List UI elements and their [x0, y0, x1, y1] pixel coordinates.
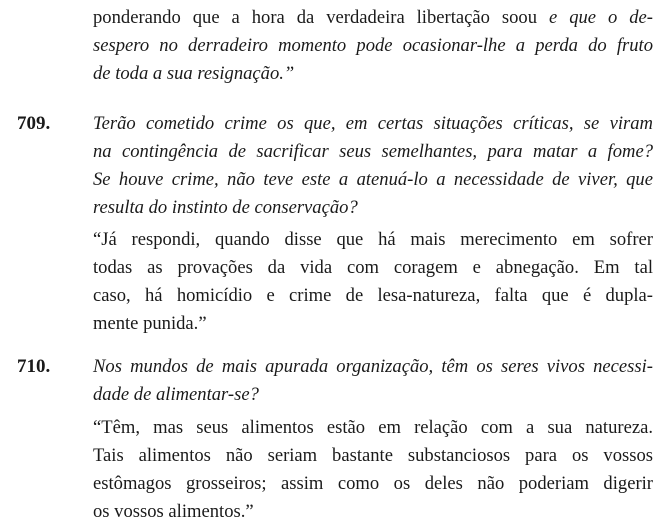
answer-709-text	[93, 226, 653, 338]
text-line: resulta do instinto de conservação?	[93, 197, 358, 218]
question-number-709: 709.	[17, 113, 51, 134]
text-line: dade de alimentar-se?	[93, 384, 259, 405]
italic-text: e que o de-	[548, 7, 653, 28]
text-line: “Já respondi, quando disse que há mais merecimento em sofrer	[93, 229, 653, 250]
text-line: Nos mundos de mais apurada organização, têm os seres vivos necessi-	[93, 356, 653, 377]
text-line: os vossos alimentos.”	[93, 501, 254, 522]
text-line: “Têm, mas seus alimentos estão em relação com a sua natureza.	[93, 417, 653, 438]
text-line	[93, 4, 653, 32]
question-710-text	[93, 353, 653, 409]
text-line: na contingência de sacrificar seus semelhantes, para matar a fome?	[93, 141, 653, 162]
text-line: Terão cometido crime os que, em certas situações críticas, se viram	[93, 113, 653, 134]
text-line: estômagos grosseiros; assim como os deles não poderiam digerir	[93, 473, 653, 494]
roman-text: ponderando que a hora da verdadeira libertação soou	[93, 7, 549, 28]
text-line: Tais alimentos não seriam bastante substanciosos para os vossos	[93, 445, 653, 466]
text-line: mente punida.”	[93, 313, 207, 334]
question-709-text	[93, 110, 653, 222]
text-line: todas as provações da vida com coragem e abnegação. Em tal	[93, 257, 653, 278]
text-line: caso, há homicídio e crime de lesa-natureza, falta que é dupla-	[93, 285, 653, 306]
text-line: Se houve crime, não teve este a atenuá-lo a necessidade de viver, que	[93, 169, 653, 190]
intro-paragraph	[93, 4, 653, 88]
question-number-710: 710.	[17, 356, 51, 377]
answer-710-text	[93, 414, 653, 526]
text-line: de toda a sua resignação.”	[93, 63, 295, 84]
text-line: sespero no derradeiro momento pode ocasionar-lhe a perda do fruto	[93, 35, 653, 56]
